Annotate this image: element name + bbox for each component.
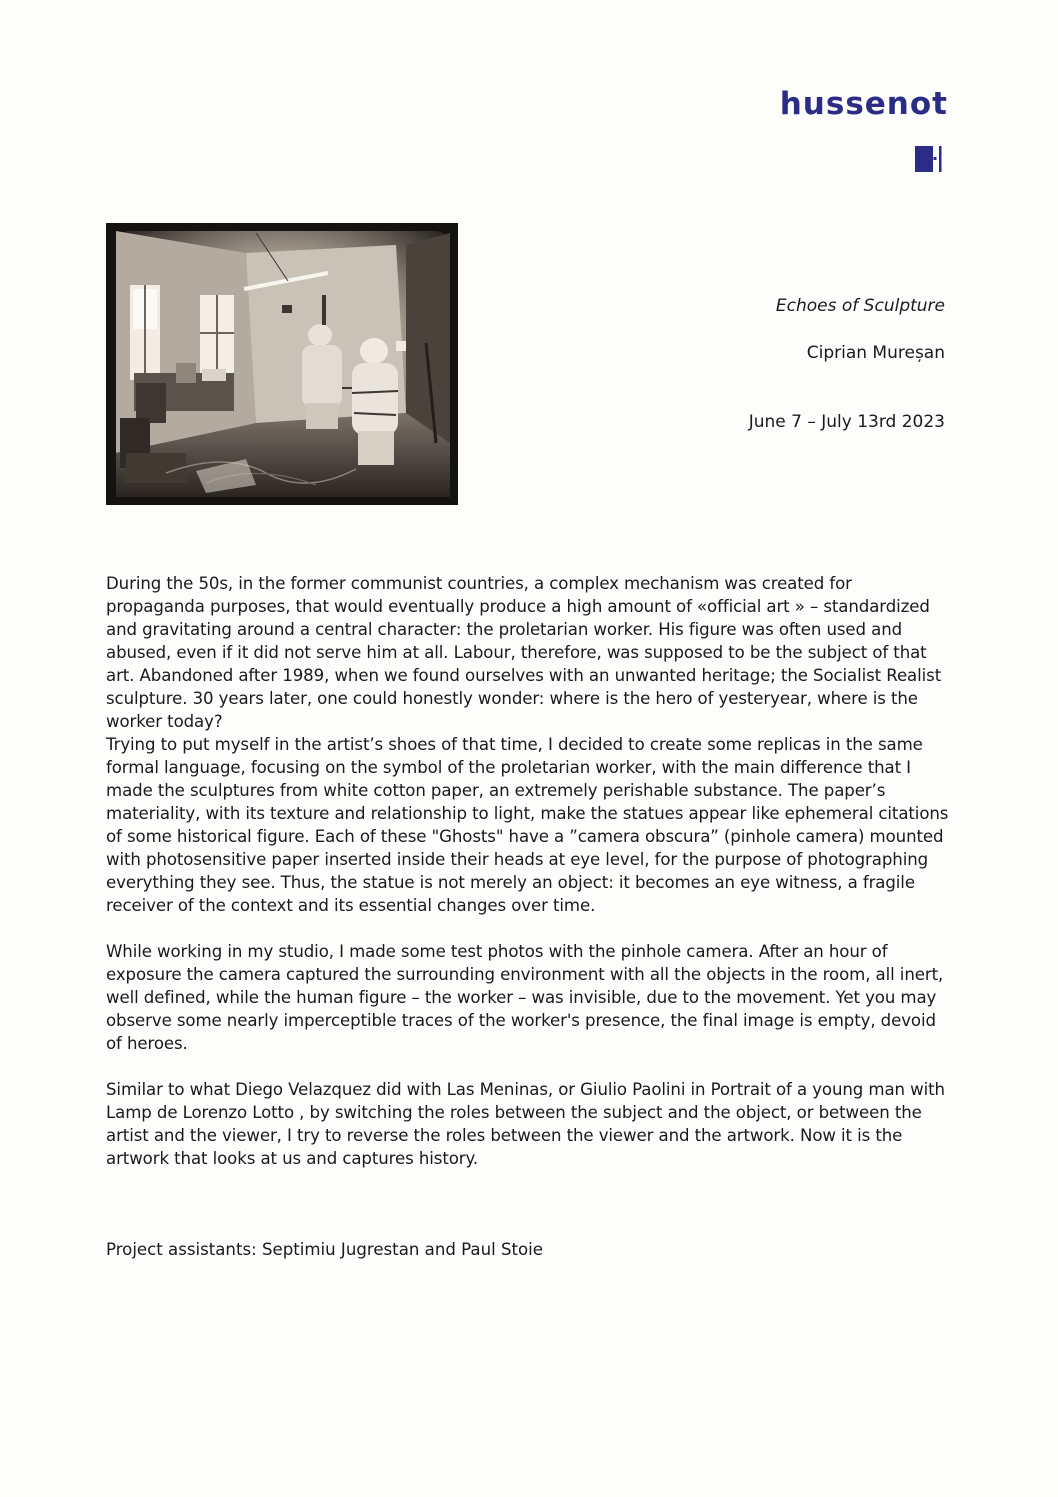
logo-wordmark: hussenot (779, 86, 948, 122)
paragraph-4: Similar to what Diego Velazquez did with Las Meninas, or Giulio Paolini in Portrait of a young man with Lamp de Lorenzo Lotto , by switching the roles between the subject and the object, or between the artist and the viewer, I try to reverse the roles between the viewer and the artwork. Now it is the artwork that looks at us and captures history. (106, 1080, 945, 1168)
paragraph-3: While working in my studio, I made some test photos with the pinhole camera. After an hour of exposure the camera captured the surrounding environment with all the objects in the room, all inert, well defined, while the human figure – the worker – was invisible, due to the movement. Yet you may observe some nearly imperceptible traces of the worker's presence, the final image is empty, devoid of heroes. (106, 942, 944, 1053)
exhibition-text (106, 572, 954, 1170)
gallery-door-icon (718, 146, 948, 174)
paragraph-1: During the 50s, in the former communist countries, a complex mechanism was created for propaganda purposes, that would eventually produce a high amount of «official art » – standardized and gravitating around a central character: the proletarian worker. His figure was often used and abused, even if it did not serve him at all. Labour, therefore, was supposed to be the subject of that art. Abandoned after 1989, when we found ourselves with an unwanted heritage; the Socialist Realist sculpture. 30 years later, one could honestly wonder: where is the hero of yesteryear, where is the worker today? (106, 574, 942, 731)
artist-name: Ciprian Mureșan (806, 343, 945, 363)
gallery-logo (718, 86, 948, 122)
exhibition-dates: June 7 – July 13rd 2023 (748, 412, 945, 432)
project-assistants: Project assistants: Septimiu Jugrestan and Paul Stoie (106, 1240, 543, 1259)
exhibition-title: Echoes of Sculpture (775, 296, 945, 316)
paragraph-2: Trying to put myself in the artist’s shoes of that time, I decided to create some replicas in the same formal language, focusing on the symbol of the proletarian worker, with the main difference that I made the sculptures from white cotton paper, an extremely perishable substance. The paper’s materiality, with its texture and relationship to light, make the statues appear like ephemeral citations of some historical figure. Each of these "Ghosts" have a ”camera obscura” (pinhole camera) mounted with photosensitive paper inserted inside their heads at eye level, for the purpose of photographing everything they see. Thus, the statue is not merely an object: it becomes an eye witness, a fragile receiver of the context and its essential changes over time. (106, 735, 949, 915)
pinhole-studio-photo (106, 223, 458, 505)
